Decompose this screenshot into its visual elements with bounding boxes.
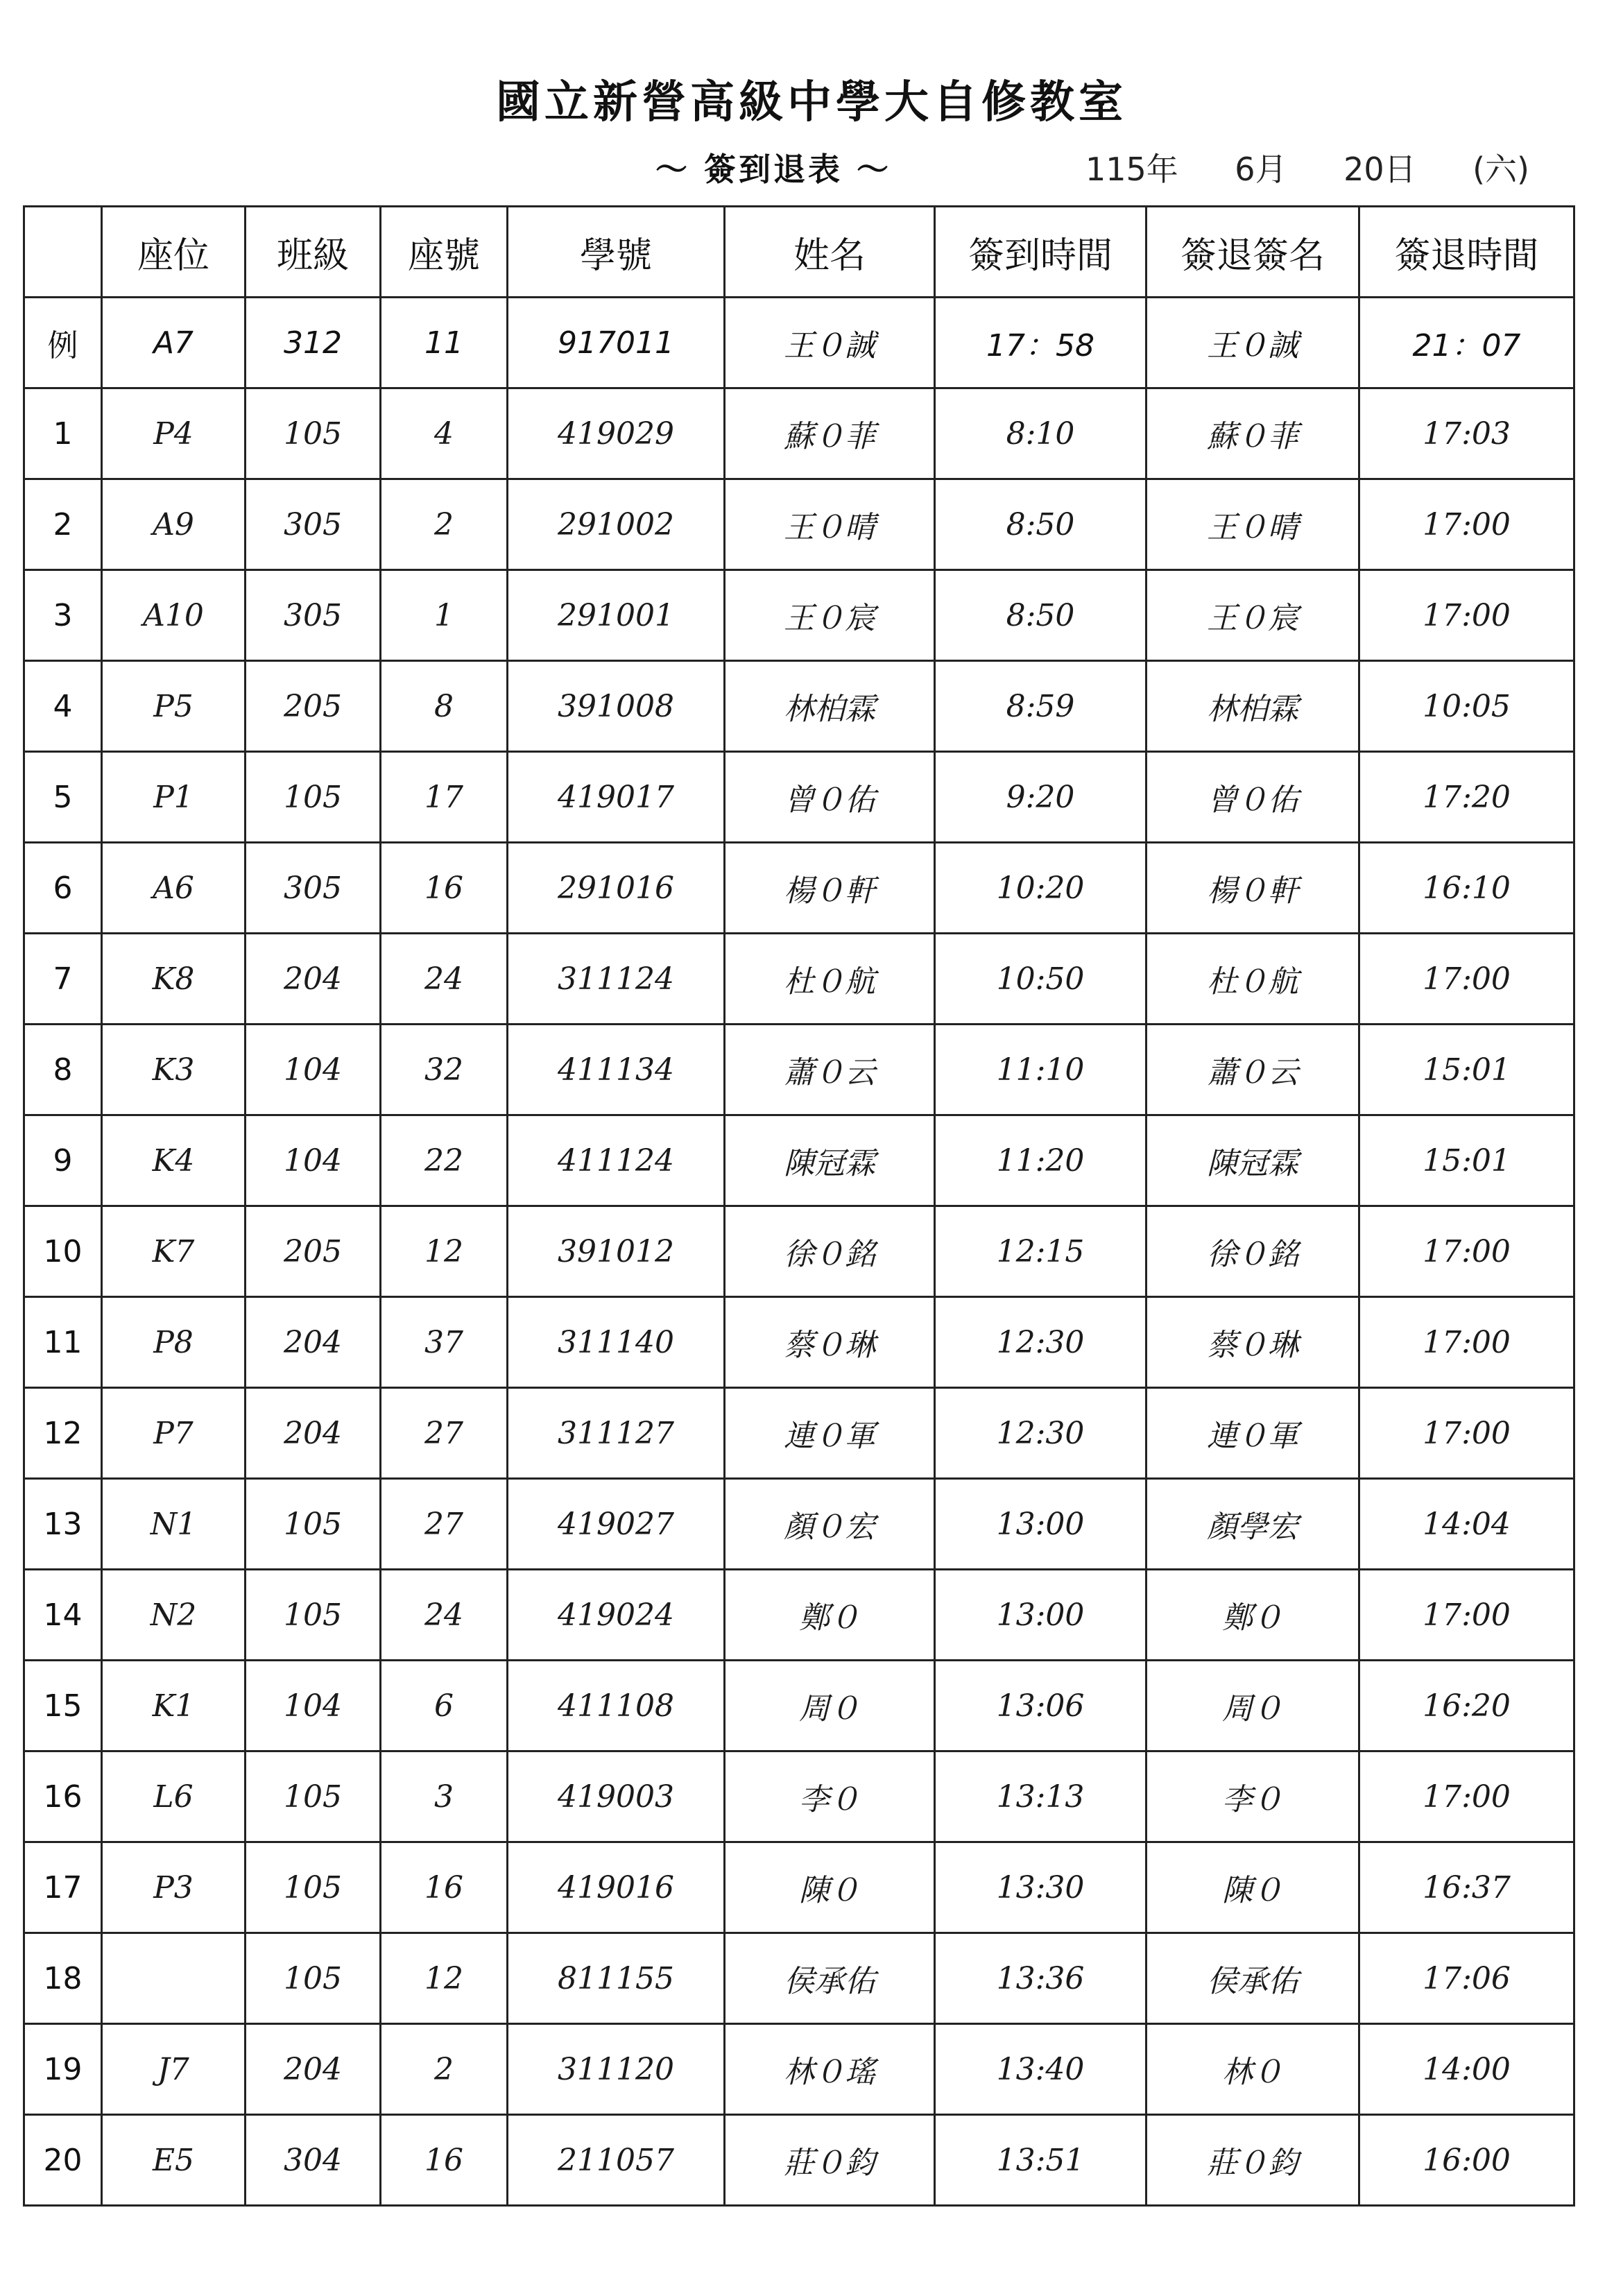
col-header-student-id: 學號 xyxy=(508,207,725,298)
cell-sign-in-time: 8:59 xyxy=(935,661,1147,752)
table-row xyxy=(24,934,1574,1025)
cell-index: 11 xyxy=(24,1297,102,1388)
cell-sign-out-time: 16:37 xyxy=(1359,1842,1574,1933)
cell-sign-out-signature: 周０ xyxy=(1147,1661,1359,1751)
cell-sign-out-time: 16:20 xyxy=(1359,1661,1574,1751)
cell-seat: K7 xyxy=(102,1206,246,1297)
table-row xyxy=(24,1570,1574,1661)
cell-name: 陳０ xyxy=(725,1842,935,1933)
cell-name: 林柏霖 xyxy=(725,661,935,752)
cell-index: 7 xyxy=(24,934,102,1025)
cell-number: 6 xyxy=(381,1661,508,1751)
cell-class: 105 xyxy=(246,1933,381,2024)
cell-sign-out-time: 21：07 xyxy=(1359,298,1574,388)
col-header-seat: 座位 xyxy=(102,207,246,298)
cell-sign-in-time: 8:10 xyxy=(935,388,1147,479)
cell-class: 105 xyxy=(246,388,381,479)
cell-sign-out-signature: 杜０航 xyxy=(1147,934,1359,1025)
cell-student-id: 311140 xyxy=(508,1297,725,1388)
cell-name: 林０瑤 xyxy=(725,2024,935,2115)
cell-sign-out-signature: 蘇０菲 xyxy=(1147,388,1359,479)
form-subtitle: ～ 簽到退表 ～ xyxy=(655,151,892,188)
cell-class: 205 xyxy=(246,661,381,752)
cell-sign-out-signature: 王０誠 xyxy=(1147,298,1359,388)
cell-student-id: 311124 xyxy=(508,934,725,1025)
cell-sign-out-signature: 王０宸 xyxy=(1147,570,1359,661)
cell-sign-out-signature: 李０ xyxy=(1147,1751,1359,1842)
cell-sign-out-signature: 鄭０ xyxy=(1147,1570,1359,1661)
cell-name: 顏０宏 xyxy=(725,1479,935,1570)
cell-sign-out-signature: 曾０佑 xyxy=(1147,752,1359,843)
cell-number: 2 xyxy=(381,479,508,570)
cell-index: 14 xyxy=(24,1570,102,1661)
cell-index: 4 xyxy=(24,661,102,752)
cell-index: 6 xyxy=(24,843,102,934)
cell-sign-out-signature: 蔡０琳 xyxy=(1147,1297,1359,1388)
cell-student-id: 291016 xyxy=(508,843,725,934)
table-row xyxy=(24,1388,1574,1479)
cell-sign-out-time: 16:10 xyxy=(1359,843,1574,934)
cell-student-id: 311120 xyxy=(508,2024,725,2115)
cell-index: 10 xyxy=(24,1206,102,1297)
table-row xyxy=(24,1115,1574,1206)
table-row xyxy=(24,1661,1574,1751)
table-row xyxy=(24,1479,1574,1570)
table-row xyxy=(24,843,1574,934)
cell-number: 27 xyxy=(381,1388,508,1479)
cell-class: 104 xyxy=(246,1025,381,1115)
cell-sign-out-signature: 林０ xyxy=(1147,2024,1359,2115)
col-header-sign-in-time: 簽到時間 xyxy=(935,207,1147,298)
cell-sign-out-time: 17:20 xyxy=(1359,752,1574,843)
cell-number: 32 xyxy=(381,1025,508,1115)
cell-sign-in-time: 11:20 xyxy=(935,1115,1147,1206)
cell-class: 105 xyxy=(246,1479,381,1570)
cell-class: 305 xyxy=(246,479,381,570)
cell-sign-out-signature: 楊０軒 xyxy=(1147,843,1359,934)
cell-seat: N2 xyxy=(102,1570,246,1661)
cell-class: 305 xyxy=(246,570,381,661)
cell-student-id: 419029 xyxy=(508,388,725,479)
cell-index: 1 xyxy=(24,388,102,479)
cell-sign-out-time: 10:05 xyxy=(1359,661,1574,752)
cell-number: 16 xyxy=(381,843,508,934)
table-row xyxy=(24,479,1574,570)
cell-class: 305 xyxy=(246,843,381,934)
table-row xyxy=(24,2024,1574,2115)
col-header-index xyxy=(24,207,102,298)
cell-sign-out-time: 15:01 xyxy=(1359,1025,1574,1115)
cell-student-id: 391012 xyxy=(508,1206,725,1297)
cell-sign-out-signature: 王０晴 xyxy=(1147,479,1359,570)
cell-number: 4 xyxy=(381,388,508,479)
date-year: 115年 xyxy=(1085,151,1178,188)
cell-seat: P1 xyxy=(102,752,246,843)
table-row xyxy=(24,1933,1574,2024)
cell-seat: J7 xyxy=(102,2024,246,2115)
cell-sign-out-time: 16:00 xyxy=(1359,2115,1574,2206)
cell-student-id: 411124 xyxy=(508,1115,725,1206)
cell-student-id: 391008 xyxy=(508,661,725,752)
cell-seat: A7 xyxy=(102,298,246,388)
cell-class: 205 xyxy=(246,1206,381,1297)
table-row xyxy=(24,752,1574,843)
cell-index: 12 xyxy=(24,1388,102,1479)
cell-sign-out-signature: 莊０鈞 xyxy=(1147,2115,1359,2206)
cell-name: 蔡０琳 xyxy=(725,1297,935,1388)
form-date xyxy=(1085,144,1529,190)
cell-student-id: 419016 xyxy=(508,1842,725,1933)
cell-name: 周０ xyxy=(725,1661,935,1751)
cell-sign-out-time: 17:00 xyxy=(1359,479,1574,570)
cell-class: 105 xyxy=(246,1751,381,1842)
cell-sign-in-time: 10:50 xyxy=(935,934,1147,1025)
cell-sign-out-signature: 徐０銘 xyxy=(1147,1206,1359,1297)
cell-name: 王０宸 xyxy=(725,570,935,661)
header-row xyxy=(24,207,1574,298)
table-row xyxy=(24,570,1574,661)
cell-name: 侯承佑 xyxy=(725,1933,935,2024)
cell-index: 18 xyxy=(24,1933,102,2024)
cell-index: 9 xyxy=(24,1115,102,1206)
cell-sign-out-time: 17:00 xyxy=(1359,1751,1574,1842)
table-row xyxy=(24,1025,1574,1115)
cell-seat: K3 xyxy=(102,1025,246,1115)
cell-sign-in-time: 13:30 xyxy=(935,1842,1147,1933)
cell-seat: A10 xyxy=(102,570,246,661)
cell-sign-out-signature: 侯承佑 xyxy=(1147,1933,1359,2024)
cell-sign-in-time: 13:40 xyxy=(935,2024,1147,2115)
cell-index: 2 xyxy=(24,479,102,570)
cell-index: 15 xyxy=(24,1661,102,1751)
cell-seat: P3 xyxy=(102,1842,246,1933)
cell-class: 105 xyxy=(246,1842,381,1933)
cell-sign-out-time: 17:03 xyxy=(1359,388,1574,479)
cell-name: 莊０鈞 xyxy=(725,2115,935,2206)
cell-student-id: 917011 xyxy=(508,298,725,388)
table-row xyxy=(24,661,1574,752)
cell-sign-out-signature: 林柏霖 xyxy=(1147,661,1359,752)
cell-number: 37 xyxy=(381,1297,508,1388)
cell-class: 105 xyxy=(246,1570,381,1661)
cell-class: 104 xyxy=(246,1661,381,1751)
cell-sign-out-time: 17:00 xyxy=(1359,1297,1574,1388)
cell-number: 24 xyxy=(381,934,508,1025)
date-month: 6月 xyxy=(1235,151,1287,188)
cell-index: 17 xyxy=(24,1842,102,1933)
cell-number: 22 xyxy=(381,1115,508,1206)
cell-student-id: 411108 xyxy=(508,1661,725,1751)
cell-sign-in-time: 13:00 xyxy=(935,1479,1147,1570)
cell-student-id: 211057 xyxy=(508,2115,725,2206)
cell-sign-out-time: 15:01 xyxy=(1359,1115,1574,1206)
cell-name: 鄭０ xyxy=(725,1570,935,1661)
cell-class: 204 xyxy=(246,1388,381,1479)
cell-name: 楊０軒 xyxy=(725,843,935,934)
sign-in-table xyxy=(23,205,1575,2207)
cell-seat: A9 xyxy=(102,479,246,570)
cell-sign-in-time: 12:30 xyxy=(935,1388,1147,1479)
cell-name: 李０ xyxy=(725,1751,935,1842)
cell-seat: K1 xyxy=(102,1661,246,1751)
cell-sign-out-time: 17:06 xyxy=(1359,1933,1574,2024)
cell-name: 杜０航 xyxy=(725,934,935,1025)
cell-class: 204 xyxy=(246,934,381,1025)
cell-student-id: 411134 xyxy=(508,1025,725,1115)
cell-class: 105 xyxy=(246,752,381,843)
cell-class: 204 xyxy=(246,2024,381,2115)
cell-number: 17 xyxy=(381,752,508,843)
cell-class: 304 xyxy=(246,2115,381,2206)
table-row xyxy=(24,1842,1574,1933)
cell-sign-in-time: 13:00 xyxy=(935,1570,1147,1661)
cell-index: 13 xyxy=(24,1479,102,1570)
form-title: 國立新營高級中學大自修教室 xyxy=(496,76,1127,128)
cell-name: 蕭０云 xyxy=(725,1025,935,1115)
cell-name: 陳冠霖 xyxy=(725,1115,935,1206)
cell-seat: P5 xyxy=(102,661,246,752)
cell-student-id: 419024 xyxy=(508,1570,725,1661)
cell-name: 曾０佑 xyxy=(725,752,935,843)
cell-index: 5 xyxy=(24,752,102,843)
col-header-sign-out-time: 簽退時間 xyxy=(1359,207,1574,298)
cell-seat: K8 xyxy=(102,934,246,1025)
cell-sign-in-time: 13:13 xyxy=(935,1751,1147,1842)
cell-sign-out-time: 17:00 xyxy=(1359,1388,1574,1479)
cell-sign-in-time: 13:06 xyxy=(935,1661,1147,1751)
cell-student-id: 419017 xyxy=(508,752,725,843)
cell-sign-out-time: 14:00 xyxy=(1359,2024,1574,2115)
cell-sign-in-time: 11:10 xyxy=(935,1025,1147,1115)
cell-number: 11 xyxy=(381,298,508,388)
table-row xyxy=(24,1751,1574,1842)
cell-class: 312 xyxy=(246,298,381,388)
cell-index: 3 xyxy=(24,570,102,661)
cell-sign-out-signature: 蕭０云 xyxy=(1147,1025,1359,1115)
cell-seat: P7 xyxy=(102,1388,246,1479)
cell-name: 連０軍 xyxy=(725,1388,935,1479)
example-row xyxy=(24,298,1574,388)
cell-seat: N1 xyxy=(102,1479,246,1570)
col-header-number: 座號 xyxy=(381,207,508,298)
cell-seat: L6 xyxy=(102,1751,246,1842)
cell-sign-out-time: 17:00 xyxy=(1359,1206,1574,1297)
cell-number: 2 xyxy=(381,2024,508,2115)
table-row xyxy=(24,1297,1574,1388)
cell-sign-out-time: 17:00 xyxy=(1359,570,1574,661)
cell-sign-out-time: 17:00 xyxy=(1359,1570,1574,1661)
cell-number: 12 xyxy=(381,1933,508,2024)
cell-seat: E5 xyxy=(102,2115,246,2206)
cell-number: 24 xyxy=(381,1570,508,1661)
cell-name: 蘇０菲 xyxy=(725,388,935,479)
cell-name: 王０晴 xyxy=(725,479,935,570)
cell-sign-out-time: 17:00 xyxy=(1359,934,1574,1025)
cell-index: 19 xyxy=(24,2024,102,2115)
cell-student-id: 419027 xyxy=(508,1479,725,1570)
cell-index: 8 xyxy=(24,1025,102,1115)
cell-sign-in-time: 9:20 xyxy=(935,752,1147,843)
cell-seat: P4 xyxy=(102,388,246,479)
cell-sign-out-signature: 陳０ xyxy=(1147,1842,1359,1933)
cell-number: 16 xyxy=(381,2115,508,2206)
col-header-sign-out-signature: 簽退簽名 xyxy=(1147,207,1359,298)
cell-sign-out-signature: 陳冠霖 xyxy=(1147,1115,1359,1206)
cell-student-id: 419003 xyxy=(508,1751,725,1842)
table-row xyxy=(24,388,1574,479)
cell-seat: K4 xyxy=(102,1115,246,1206)
cell-sign-in-time: 12:30 xyxy=(935,1297,1147,1388)
cell-number: 27 xyxy=(381,1479,508,1570)
col-header-class: 班級 xyxy=(246,207,381,298)
cell-index: 16 xyxy=(24,1751,102,1842)
cell-seat xyxy=(102,1933,246,2024)
cell-sign-in-time: 12:15 xyxy=(935,1206,1147,1297)
cell-class: 204 xyxy=(246,1297,381,1388)
cell-index: 例 xyxy=(24,298,102,388)
cell-seat: A6 xyxy=(102,843,246,934)
cell-index: 20 xyxy=(24,2115,102,2206)
cell-name: 王０誠 xyxy=(725,298,935,388)
cell-number: 1 xyxy=(381,570,508,661)
cell-number: 8 xyxy=(381,661,508,752)
table-row xyxy=(24,1206,1574,1297)
date-day: 20日 xyxy=(1343,151,1416,188)
cell-sign-out-signature: 連０軍 xyxy=(1147,1388,1359,1479)
cell-sign-in-time: 8:50 xyxy=(935,570,1147,661)
col-header-name: 姓名 xyxy=(725,207,935,298)
date-weekday: (六) xyxy=(1472,151,1529,188)
cell-student-id: 311127 xyxy=(508,1388,725,1479)
cell-student-id: 811155 xyxy=(508,1933,725,2024)
cell-number: 3 xyxy=(381,1751,508,1842)
cell-number: 16 xyxy=(381,1842,508,1933)
table-row xyxy=(24,2115,1574,2206)
cell-sign-in-time: 17：58 xyxy=(935,298,1147,388)
cell-name: 徐０銘 xyxy=(725,1206,935,1297)
cell-sign-in-time: 10:20 xyxy=(935,843,1147,934)
cell-student-id: 291001 xyxy=(508,570,725,661)
cell-class: 104 xyxy=(246,1115,381,1206)
cell-sign-in-time: 13:51 xyxy=(935,2115,1147,2206)
cell-number: 12 xyxy=(381,1206,508,1297)
cell-student-id: 291002 xyxy=(508,479,725,570)
cell-sign-out-signature: 顏學宏 xyxy=(1147,1479,1359,1570)
cell-seat: P8 xyxy=(102,1297,246,1388)
cell-sign-out-time: 14:04 xyxy=(1359,1479,1574,1570)
cell-sign-in-time: 8:50 xyxy=(935,479,1147,570)
cell-sign-in-time: 13:36 xyxy=(935,1933,1147,2024)
